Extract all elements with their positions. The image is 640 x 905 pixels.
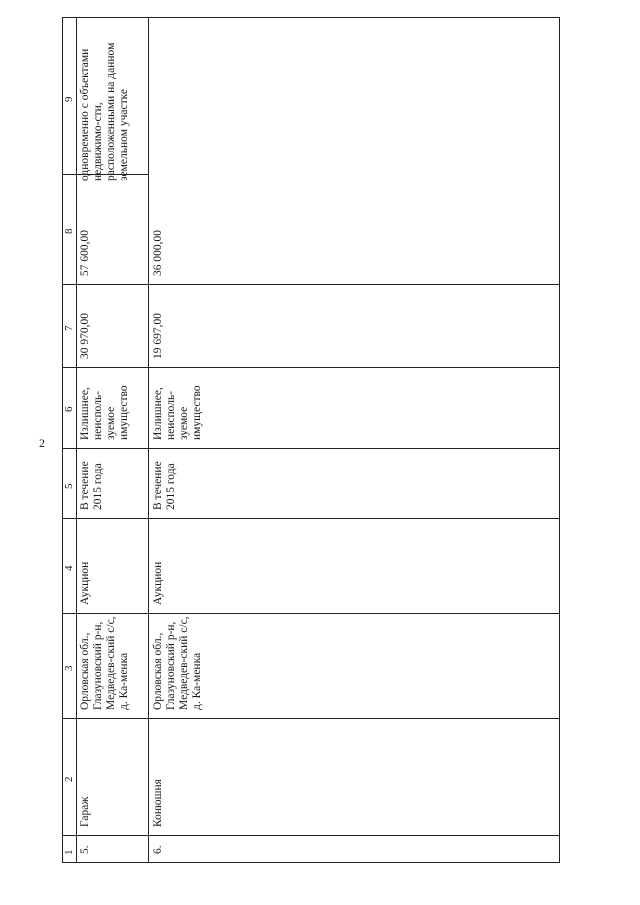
row5-price: 57 600,00 — [79, 230, 91, 276]
property-table — [62, 17, 560, 863]
column-divider — [63, 448, 559, 449]
col-header-9: 9 — [63, 96, 75, 102]
col-header-5: 5 — [63, 483, 75, 489]
col-header-8: 8 — [63, 228, 75, 234]
column-divider — [63, 367, 559, 368]
column-divider — [63, 613, 559, 614]
row6-term: В течение 2015 года — [152, 461, 177, 510]
row5-address: Орловская обл., Глазуновский р-н, Медведев-ский с/с, д. Ка-менка — [79, 616, 130, 710]
column-divider — [63, 518, 559, 519]
col-header-1: 1 — [63, 849, 75, 855]
row6-name: Конюшня — [152, 779, 164, 827]
column-divider — [63, 284, 559, 285]
row5-term: В течение 2015 года — [79, 461, 104, 510]
row5-number: 5. — [79, 845, 91, 854]
row-divider — [148, 18, 149, 862]
row6-price: 36 000,00 — [152, 230, 164, 276]
row5-name: Гараж — [79, 796, 91, 827]
column-divider — [63, 835, 559, 836]
column-divider — [63, 718, 559, 719]
col-header-4: 4 — [63, 565, 75, 571]
row6-number: 6. — [152, 845, 164, 854]
col-header-2: 2 — [63, 776, 75, 782]
col-header-3: 3 — [63, 665, 75, 671]
row6-balance-value: 19 697,00 — [152, 313, 164, 359]
row-divider — [76, 18, 77, 862]
col-header-7: 7 — [63, 325, 75, 331]
row6-method: Аукцион — [152, 561, 164, 605]
row5-balance-value: 30 970,00 — [79, 313, 91, 359]
col-header-6: 6 — [63, 406, 75, 412]
page-number: 2 — [39, 436, 45, 450]
row5-reason: Излишнее, неисполь-зуемое имущество — [79, 385, 130, 440]
row6-address: Орловская обл., Глазуновский р-н, Медведев-ский с/с, д. Ка-менка — [152, 616, 203, 710]
row5-note: одновременно с объектами недвижимо-сти, расположенными на данном земельном участке — [79, 42, 130, 181]
row5-method: Аукцион — [79, 561, 91, 605]
row6-reason: Излишнее, неисполь-зуемое имущество — [152, 385, 203, 440]
